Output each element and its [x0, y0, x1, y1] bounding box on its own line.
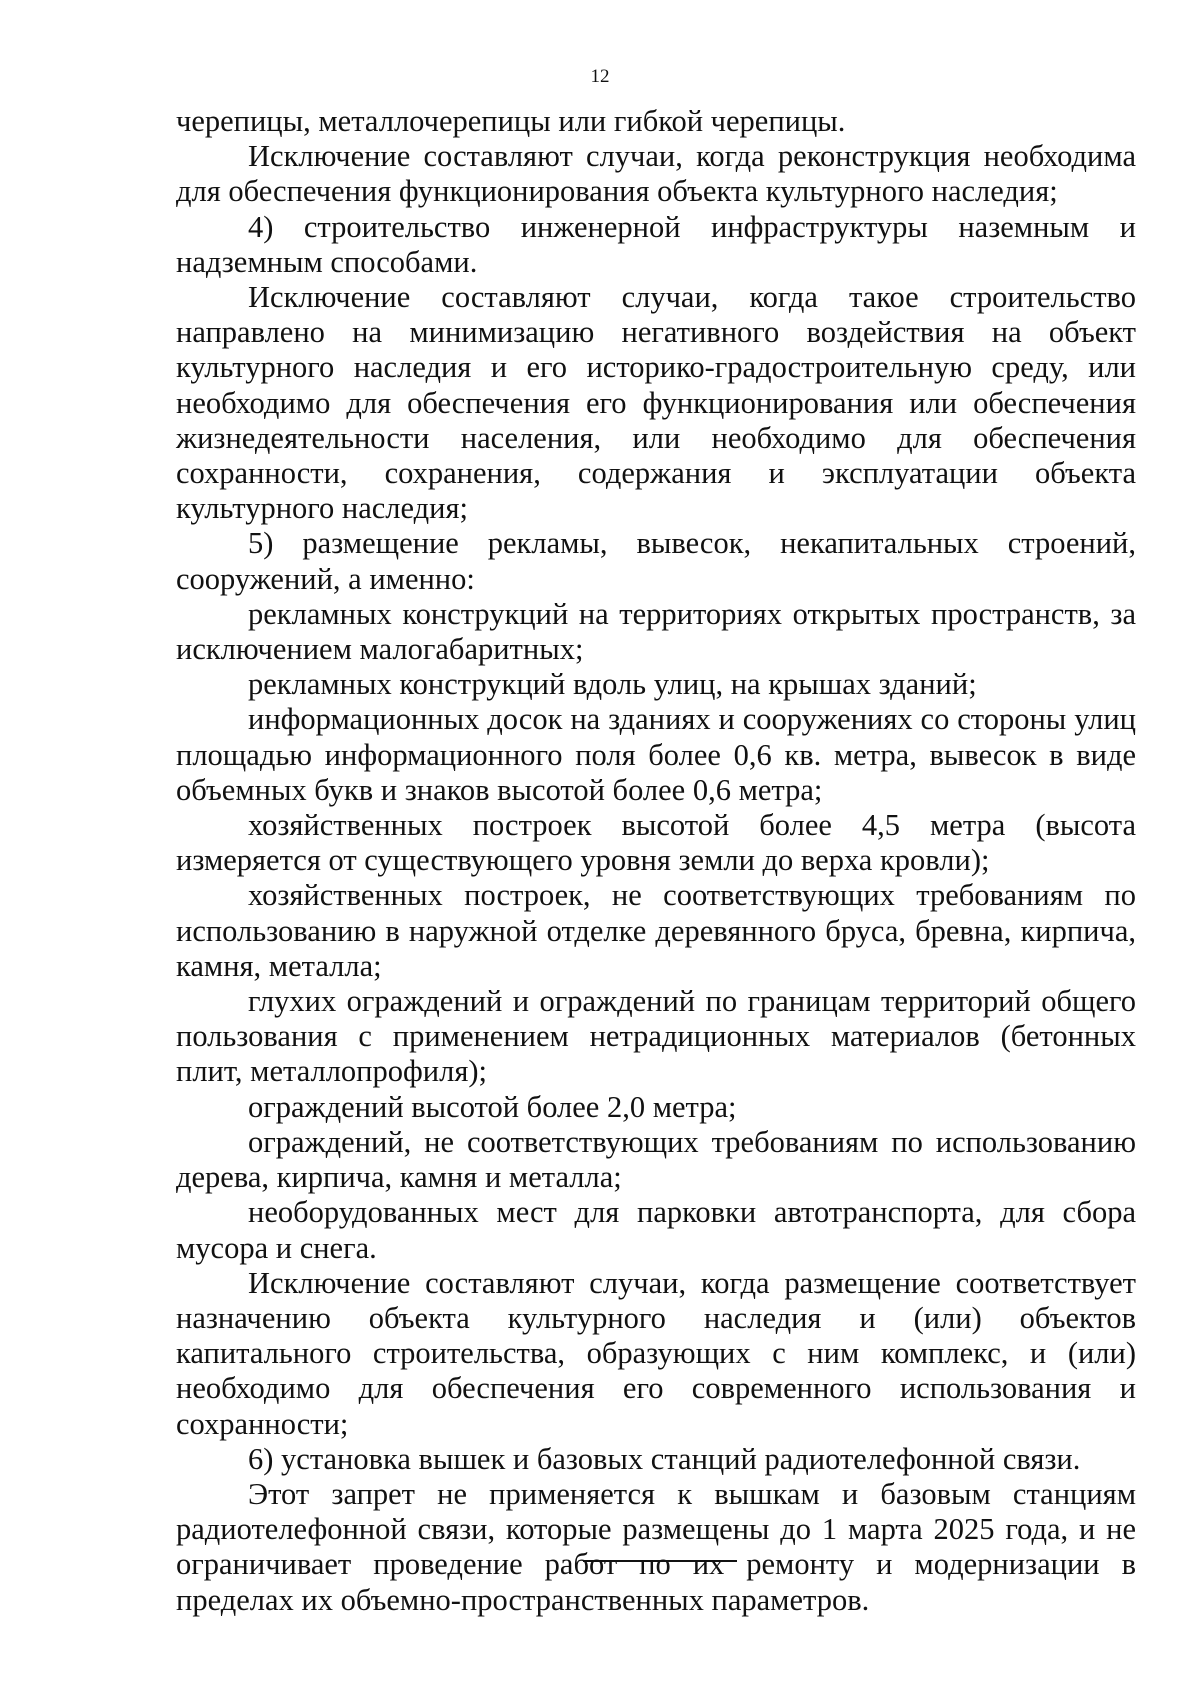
paragraph-8: информационных досок на зданиях и сооружениях со стороны улиц площадью информационного поля более 0,6 кв. метра, вывесок в виде объемных букв и знаков высотой более 0,6 метра; — [176, 702, 1136, 807]
paragraph-12: ограждений высотой более 2,0 метра; — [248, 1089, 737, 1124]
paragraph-2: Исключение составляют случаи, когда реконструкция необходима для обеспечения функционирования объекта культурного наследия; — [176, 139, 1136, 209]
page-number: 12 — [590, 66, 610, 87]
paragraph-16: 6) установка вышек и базовых станций радиотелефонной связи. — [248, 1441, 1081, 1476]
paragraph-5: 5) размещение рекламы, вывесок, некапитальных строений, сооружений, а именно: — [176, 526, 1136, 596]
paragraph-4: Исключение составляют случаи, когда такое строительство направлено на минимизацию негативного воздействия на объект культурного наследия и его историко-градостроительную среду, или необходимо для обеспечения его функционирования или обеспечения жизнедеятельности населения, или необходимо для обеспечения сохранности, сохранения, содержания и эксплуатации объекта культурного наследия; — [176, 280, 1136, 526]
paragraph-17: Этот запрет не применяется к вышкам и базовым станциям радиотелефонной связи, которые размещены до 1 марта 2025 года, и не ограничивает проведение работ по их ремонту и модернизации в пределах их объемно-пространственных параметров. — [176, 1476, 1136, 1617]
paragraph-9: хозяйственных построек высотой более 4,5 метра (высота измеряется от существующего уровня земли до верха кровли); — [176, 808, 1136, 878]
paragraph-10: хозяйственных построек, не соответствующих требованиям по использованию в наружной отделке деревянного бруса, бревна, кирпича, камня, металла; — [176, 878, 1136, 983]
document-body — [176, 104, 1136, 1618]
paragraph-15: Исключение составляют случаи, когда размещение соответствует назначению объекта культурного наследия и (или) объектов капитального строительства, образующих с ним комплекс, и (или) необходимо для обеспечения его современного использования и сохранности; — [176, 1265, 1136, 1441]
paragraph-14: необорудованных мест для парковки автотранспорта, для сбора мусора и снега. — [176, 1195, 1136, 1265]
paragraph-1: черепицы, металлочерепицы или гибкой черепицы. — [176, 104, 846, 138]
paragraph-7: рекламных конструкций вдоль улиц, на крышах зданий; — [248, 667, 977, 702]
paragraph-6: рекламных конструкций на территориях открытых пространств, за исключением малогабаритных; — [176, 596, 1136, 667]
end-of-text-rule — [583, 1560, 737, 1562]
paragraph-3: 4) строительство инженерной инфраструктуры наземным и надземным способами. — [176, 209, 1136, 279]
paragraph-13: ограждений, не соответствующих требованиям по использованию дерева, кирпича, камня и металла; — [176, 1124, 1136, 1195]
paragraph-11: глухих ограждений и ограждений по границам территорий общего пользования с применением нетрадиционных материалов (бетонных плит, металлопрофиля); — [176, 984, 1136, 1089]
